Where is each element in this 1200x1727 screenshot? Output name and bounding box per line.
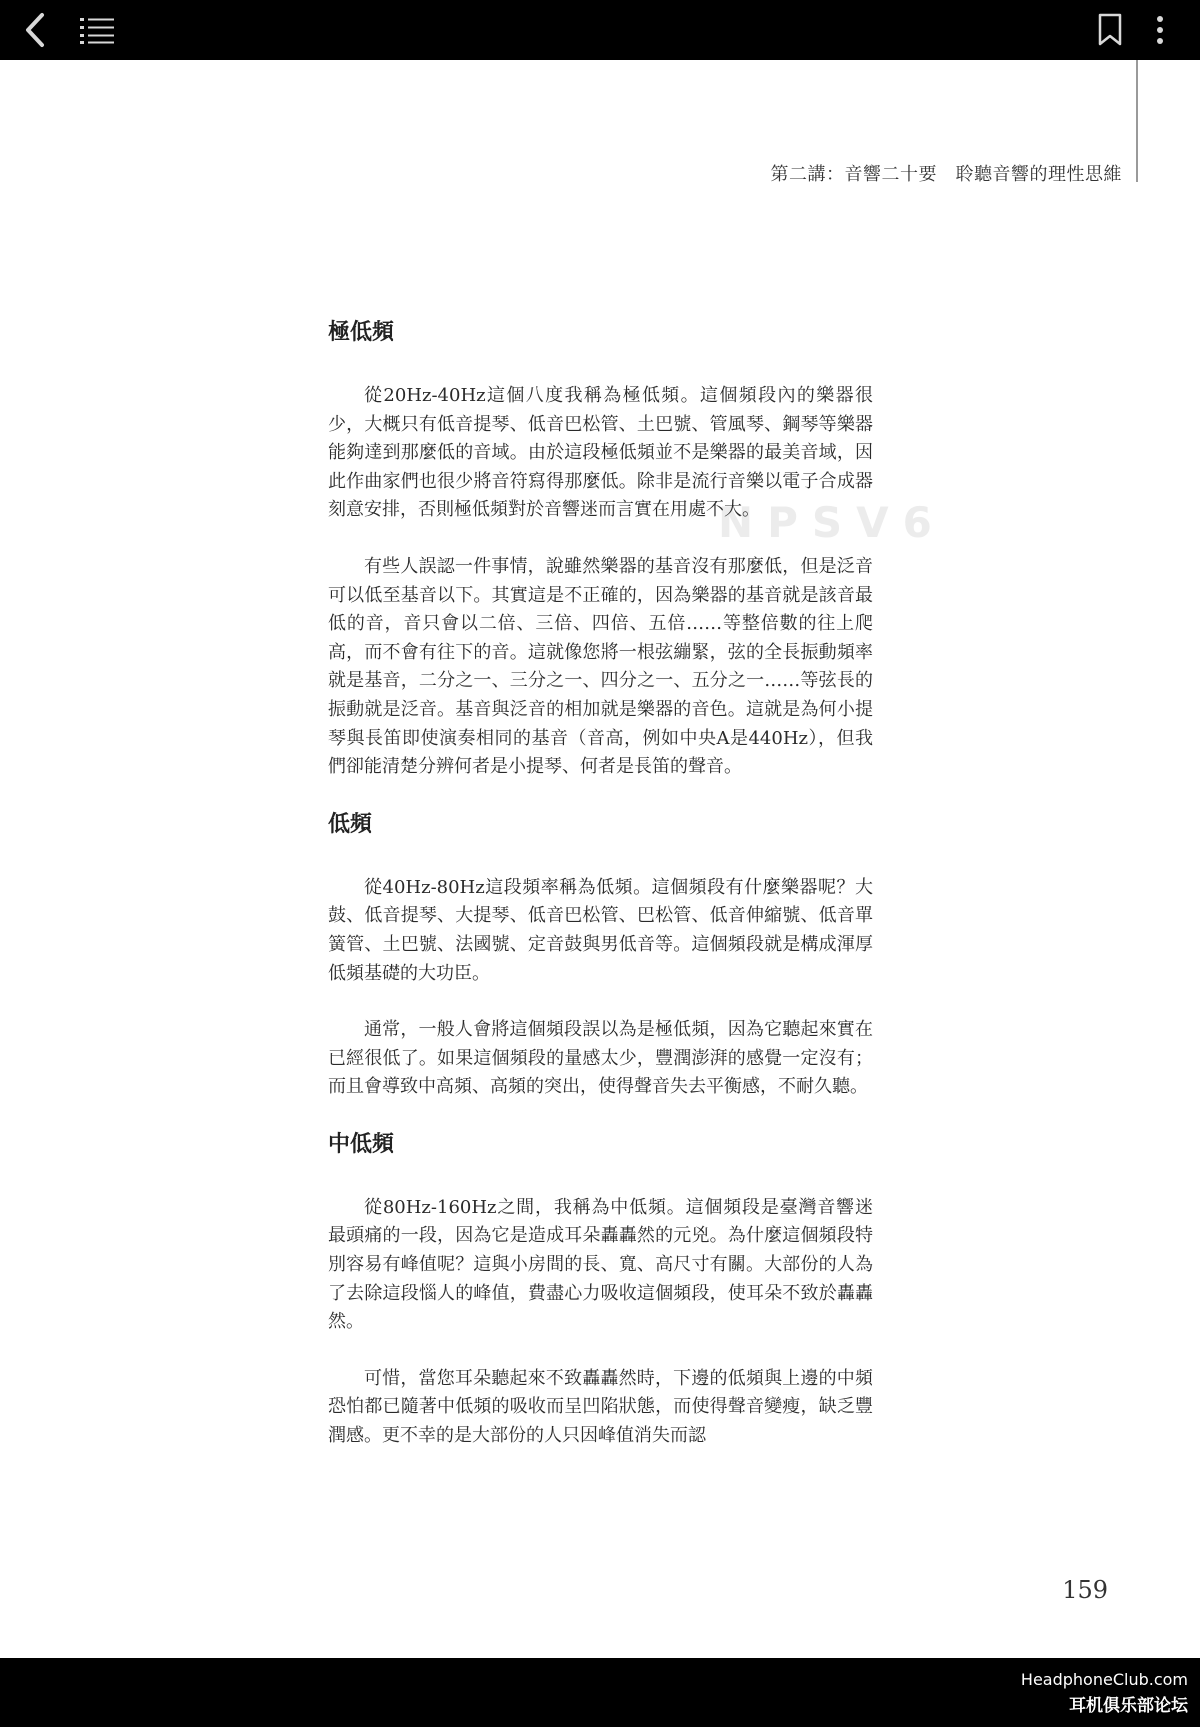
paragraph: 通常，一般人會將這個頻段誤以為是極低頻，因為它聽起來實在已經很低了。如果這個頻段的量感太少，豐潤澎湃的感覺一定沒有；而且會導致中高頻、高頻的突出，使得聲音失去平衡感，不耐久聽。 — [328, 1019, 873, 1098]
bookmark-button[interactable] — [1090, 0, 1130, 60]
more-options-button[interactable] — [1142, 0, 1178, 60]
paragraph: 有些人誤認一件事情，說雖然樂器的基音沒有那麼低，但是泛音可以低至基音以下。其實這是不正確的，因為樂器的基音就是該音最低的音，音只會以二倍、三倍、四倍、五倍……等整倍數的往上爬高，而不會有往下的音。這就像您將一根弦繃緊，弦的全長振動頻率就是基音，二分之一、三分之一、四分之一、五分之一……等弦長的振動就是泛音。基音與泛音的相加就是樂器的音色。這就是為何小提琴與長笛即使演奏相同的基音（音高，例如中央A是440Hz），但我們卻能清楚分辨何者是小提琴、何者是長笛的聲音。 — [328, 555, 873, 778]
list-icon — [80, 16, 114, 44]
section-title: 低頻 — [328, 811, 373, 837]
bookmark-icon — [1097, 13, 1123, 47]
section-extreme-low-frequency — [328, 318, 873, 782]
page-content — [328, 318, 873, 1479]
chevron-left-icon — [24, 12, 46, 48]
page-edge-line — [1136, 60, 1138, 182]
paragraph: 從20Hz-40Hz這個八度我稱為極低頻。這個頻段內的樂器很少，大概只有低音提琴、低音巴松管、土巴號、管風琴、鋼琴等樂器能夠達到那麼低的音域。由於這段極低頻並不是樂器的最美音域，因此作曲家們也很少將音符寫得那麼低。除非是流行音樂以電子合成器刻意安排，否則極低頻對於音響迷而言實在用處不大。 — [328, 385, 873, 521]
page-number: 159 — [1062, 1576, 1108, 1604]
table-of-contents-button[interactable] — [72, 0, 122, 60]
section-title: 極低頻 — [328, 320, 395, 345]
paragraph: 從40Hz-80Hz這段頻率稱為低頻。這個頻段有什麼樂器呢？大鼓、低音提琴、大提琴、低音巴松管、巴松管、低音伸縮號、低音單簧管、土巴號、法國號、定音鼓與男低音等。這個頻段就是構成渾厚低頻基礎的大功臣。 — [328, 876, 873, 984]
more-vertical-icon — [1156, 15, 1164, 45]
forum-watermark-logo — [1021, 1670, 1188, 1716]
section-title: 中低頻 — [328, 1131, 395, 1157]
back-button[interactable] — [10, 0, 60, 60]
running-head: 第二講：音響二十要 聆聽音響的理性思維 — [770, 164, 1122, 185]
reader-toolbar — [0, 0, 1200, 60]
paragraph: 從80Hz-160Hz之間，我稱為中低頻。這個頻段是臺灣音響迷最頭痛的一段，因為它是造成耳朵轟轟然的元兇。為什麼這個頻段特別容易有峰值呢？這與小房間的長、寬、高尺寸有關。大部份的人為了去除這段惱人的峰值，費盡心力吸收這個頻段，使耳朵不致於轟轟然。 — [328, 1196, 873, 1333]
section-mid-low-frequency — [328, 1130, 873, 1451]
watermark: NPSV6 — [718, 498, 946, 547]
logo-line-1: HeadphoneClub.com — [1020, 1670, 1188, 1689]
section-low-frequency — [328, 810, 873, 1102]
paragraph: 可惜，當您耳朵聽起來不致轟轟然時，下邊的低頻與上邊的中頻恐怕都已隨著中低頻的吸收而呈凹陷狀態，而使得聲音變瘦，缺乏豐潤感。更不幸的是大部份的人只因峰值消失而認 — [328, 1367, 873, 1447]
logo-line-2: 耳机俱乐部论坛 — [1069, 1696, 1188, 1716]
